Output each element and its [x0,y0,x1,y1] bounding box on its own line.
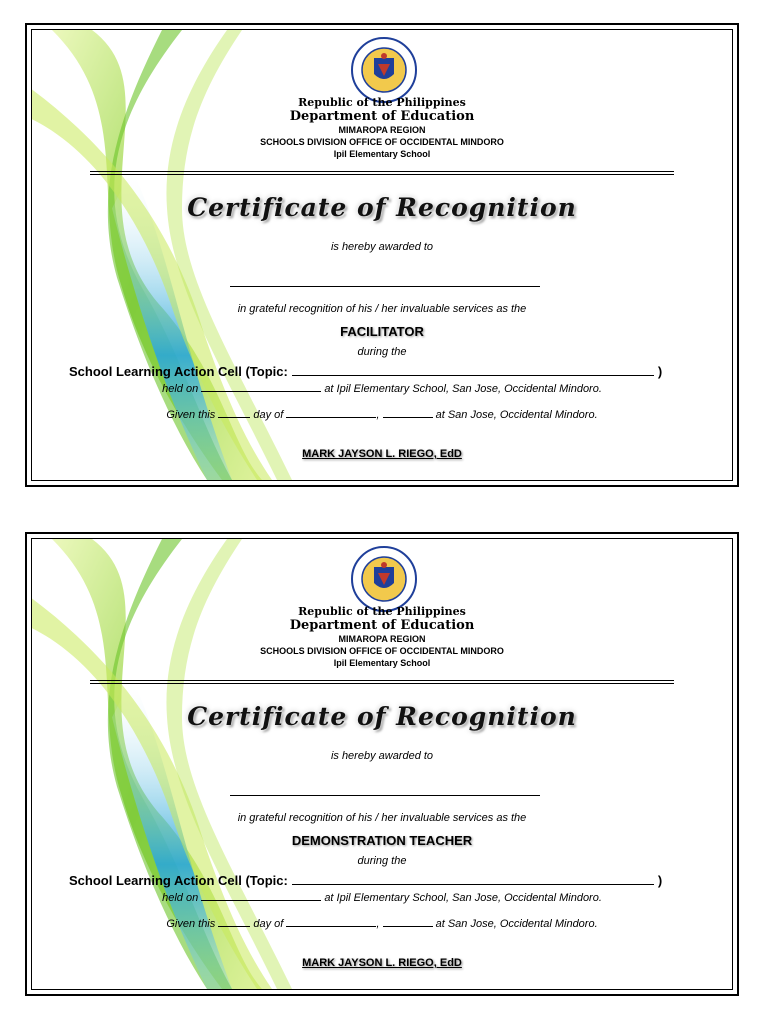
slac-close: ) [657,873,663,888]
slac-label: School Learning Action Cell (Topic: [69,873,288,888]
day-blank [218,407,250,418]
division-name: SCHOOLS DIVISION OFFICE OF OCCIDENTAL MINDORO [260,646,504,656]
header-divider [90,680,674,684]
deped-seal-icon [350,36,418,104]
topic-blank [292,363,654,376]
recognition-text: in grateful recognition of his / her invaluable services as the [237,812,527,824]
recipient-name-line [230,286,540,287]
school-name: Ipil Elementary School [333,149,431,159]
slac-topic-line [69,363,662,379]
date-blank [201,890,321,901]
department-name: Department of Education [289,618,475,633]
during-text: during the [357,346,407,358]
given-place-text: at San Jose, Occidental Mindoro. [435,409,598,421]
month-blank [286,916,376,927]
comma: , [376,918,380,930]
certificate-border [31,29,733,481]
given-line [32,916,732,930]
certificate-demonstration-teacher [25,532,739,996]
month-blank [286,407,376,418]
deped-seal-icon [350,545,418,613]
day-blank [218,916,250,927]
given-place-text: at San Jose, Occidental Mindoro. [435,918,598,930]
slac-close: ) [657,364,663,379]
awarded-text: is hereby awarded to [330,750,434,762]
region-name: MIMAROPA REGION [338,634,426,644]
venue-text: at Ipil Elementary School, San Jose, Occidental Mindoro. [324,383,602,395]
division-name: SCHOOLS DIVISION OFFICE OF OCCIDENTAL MINDORO [260,137,504,147]
held-on-line [32,381,732,395]
venue-text: at Ipil Elementary School, San Jose, Occidental Mindoro. [324,892,602,904]
signatory-name: MARK JAYSON L. RIEGO, EdD [302,448,462,460]
comma: , [376,409,380,421]
recipient-name-line [230,795,540,796]
year-blank [383,916,433,927]
republic-line: Republic of the Philippines [298,96,466,109]
certificate-border [31,538,733,990]
school-name: Ipil Elementary School [333,658,431,668]
certificate-title: Certificate of Recognition [187,193,577,222]
republic-line: Republic of the Philippines [298,605,466,618]
slac-label: School Learning Action Cell (Topic: [69,364,288,379]
role-title: FACILITATOR [340,324,424,339]
day-of-label: day of [253,918,284,930]
held-on-line [32,890,732,904]
given-this-label: Given this [166,918,216,930]
awarded-text: is hereby awarded to [330,241,434,253]
slac-topic-line [69,872,662,888]
region-name: MIMAROPA REGION [338,125,426,135]
header-divider [90,171,674,175]
year-blank [383,407,433,418]
given-this-label: Given this [166,409,216,421]
signatory-name: MARK JAYSON L. RIEGO, EdD [302,957,462,969]
during-text: during the [357,855,407,867]
certificate-facilitator [25,23,739,487]
department-name: Department of Education [289,109,475,124]
day-of-label: day of [253,409,284,421]
topic-blank [292,872,654,885]
given-line [32,407,732,421]
date-blank [201,381,321,392]
certificate-title: Certificate of Recognition [187,702,577,731]
role-title: DEMONSTRATION TEACHER [291,833,473,848]
recognition-text: in grateful recognition of his / her invaluable services as the [237,303,527,315]
held-on-label: held on [162,892,199,904]
held-on-label: held on [162,383,199,395]
